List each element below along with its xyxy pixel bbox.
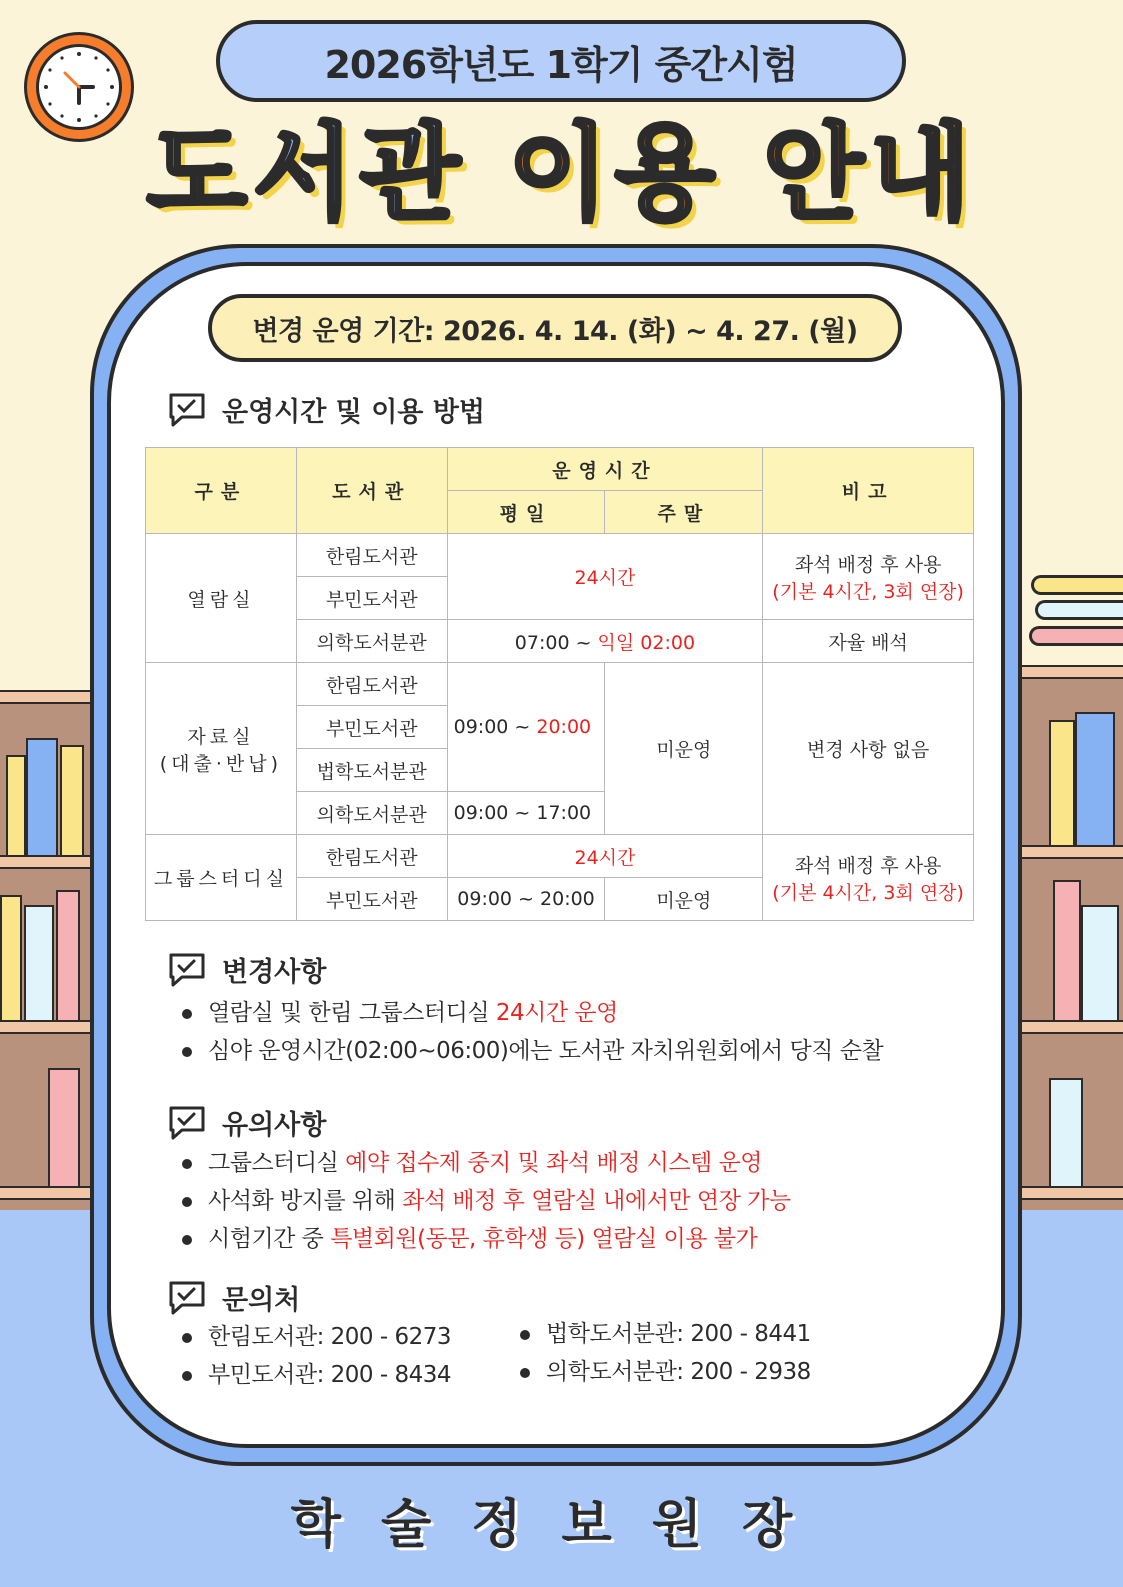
category-group-study: 그룹스터디실 xyxy=(146,835,297,921)
book xyxy=(56,890,80,1020)
weekend-hours-cell: 미운영 xyxy=(605,878,763,921)
note-line-highlight: (기본 4시간, 3회 연장) xyxy=(772,881,964,904)
chat-check-icon xyxy=(168,1280,206,1316)
list-item xyxy=(180,1182,791,1220)
note-cell xyxy=(763,534,974,620)
shelf xyxy=(0,1186,92,1200)
weekday-hours-cell: 09:00 ~ 20:00 xyxy=(447,878,605,921)
hours-cell: 24시간 xyxy=(447,534,763,620)
hours-text: 07:00 ~ xyxy=(514,631,598,654)
hours-table xyxy=(145,447,974,921)
book xyxy=(1049,1078,1083,1188)
item-highlight: 24시간 운영 xyxy=(495,1000,618,1026)
weekday-hours-cell xyxy=(447,663,605,792)
section-title: 문의처 xyxy=(222,1285,301,1316)
category-line: 자료실 xyxy=(187,725,255,748)
note-cell: 변경 사항 없음 xyxy=(763,663,974,835)
shelf xyxy=(1018,1186,1123,1200)
list-item: 심야 운영시간(02:00~06:00)에는 도서관 자치위원회에서 당직 순찰 xyxy=(180,1032,883,1070)
section-title: 운영시간 및 이용 방법 xyxy=(222,397,485,428)
section-contacts-heading xyxy=(168,1278,300,1317)
library-cell: 의학도서분관 xyxy=(296,620,447,663)
book xyxy=(1075,712,1115,845)
weekend-hours-cell: 미운영 xyxy=(605,663,763,835)
library-cell: 부민도서관 xyxy=(296,577,447,620)
book xyxy=(1035,600,1123,620)
book xyxy=(1081,905,1119,1020)
hours-cell: 24시간 xyxy=(447,835,763,878)
notices-list xyxy=(180,1144,791,1258)
header-category: 구분 xyxy=(146,448,297,534)
library-cell: 부민도서관 xyxy=(296,878,447,921)
page-title-part2: 이용 안내 xyxy=(508,112,977,234)
note-line-highlight: (기본 4시간, 3회 연장) xyxy=(772,580,964,603)
exam-title: 2026학년도 1학기 중간시험 xyxy=(216,20,906,102)
book xyxy=(60,745,84,855)
library-cell: 한림도서관 xyxy=(296,663,447,706)
book xyxy=(1031,575,1123,595)
note-line: 좌석 배정 후 사용 xyxy=(794,553,942,576)
library-cell: 한림도서관 xyxy=(296,534,447,577)
shelf xyxy=(0,855,92,869)
hours-text: 09:00 ~ xyxy=(453,716,537,738)
hours-highlight: 20:00 xyxy=(536,716,592,738)
header-weekday: 평일 xyxy=(447,491,605,534)
hours-highlight: 익일 02:00 xyxy=(597,631,696,654)
item-text: 열람실 및 한림 그룹스터디실 xyxy=(208,1000,496,1026)
contact-item: 부민도서관: 200 - 8434 xyxy=(180,1356,451,1394)
library-cell: 한림도서관 xyxy=(296,835,447,878)
item-text: 그룹스터디실 xyxy=(208,1150,346,1176)
book xyxy=(24,905,54,1020)
note-cell: 자율 배석 xyxy=(763,620,974,663)
page-title xyxy=(0,108,1123,238)
book xyxy=(48,1068,80,1188)
weekday-hours-cell: 09:00 ~ 17:00 xyxy=(447,792,605,835)
book xyxy=(1029,626,1123,646)
item-text: 사석화 방지를 위해 xyxy=(208,1188,403,1214)
note-cell xyxy=(763,835,974,921)
book xyxy=(1053,880,1081,1020)
note-line: 좌석 배정 후 사용 xyxy=(794,854,942,877)
list-item xyxy=(180,1220,791,1258)
chat-check-icon xyxy=(168,1105,206,1141)
list-item xyxy=(180,994,883,1032)
issuer-footer: 학술정보원장 xyxy=(290,1495,833,1555)
header-weekend: 주말 xyxy=(605,491,763,534)
header-hours: 운영시간 xyxy=(447,448,763,491)
contacts-list-right xyxy=(518,1315,811,1391)
library-cell: 법학도서분관 xyxy=(296,749,447,792)
library-cell: 의학도서분관 xyxy=(296,792,447,835)
item-highlight: 특별회원(동문, 휴학생 등) 열람실 이용 불가 xyxy=(330,1226,758,1252)
book xyxy=(1049,720,1075,845)
section-changes-heading xyxy=(168,950,326,989)
item-text: 시험기간 중 xyxy=(208,1226,331,1252)
item-highlight: 좌석 배정 후 열람실 내에서만 연장 가능 xyxy=(402,1188,791,1214)
contacts-list-left xyxy=(180,1318,451,1394)
item-highlight: 예약 접수제 중지 및 좌석 배정 시스템 운영 xyxy=(345,1150,763,1176)
contact-item: 의학도서분관: 200 - 2938 xyxy=(518,1353,811,1391)
category-materials-room xyxy=(146,663,297,835)
page-title-part1: 도서관 xyxy=(146,112,467,234)
chat-check-icon xyxy=(168,392,206,428)
header-library: 도서관 xyxy=(296,448,447,534)
shelf xyxy=(0,690,92,704)
hours-cell xyxy=(447,620,763,663)
shelf xyxy=(1018,665,1123,679)
section-title: 변경사항 xyxy=(222,957,327,988)
contact-item: 법학도서분관: 200 - 8441 xyxy=(518,1315,811,1353)
book xyxy=(6,755,26,855)
header-note: 비고 xyxy=(763,448,974,534)
contact-item: 한림도서관: 200 - 6273 xyxy=(180,1318,451,1356)
chat-check-icon xyxy=(168,952,206,988)
operation-period: 변경 운영 기간: 2026. 4. 14. (화) ~ 4. 27. (월) xyxy=(208,294,902,362)
book xyxy=(0,895,22,1020)
book xyxy=(26,738,58,855)
shelf xyxy=(1018,1020,1123,1034)
shelf xyxy=(0,1020,92,1034)
section-notices-heading xyxy=(168,1103,326,1142)
section-title: 유의사항 xyxy=(222,1110,327,1141)
shelf xyxy=(1018,845,1123,859)
library-cell: 부민도서관 xyxy=(296,706,447,749)
category-line: (대출·반납) xyxy=(159,752,283,775)
list-item xyxy=(180,1144,791,1182)
section-hours-heading xyxy=(168,390,485,429)
changes-list xyxy=(180,994,883,1070)
category-reading-room: 열람실 xyxy=(146,534,297,663)
